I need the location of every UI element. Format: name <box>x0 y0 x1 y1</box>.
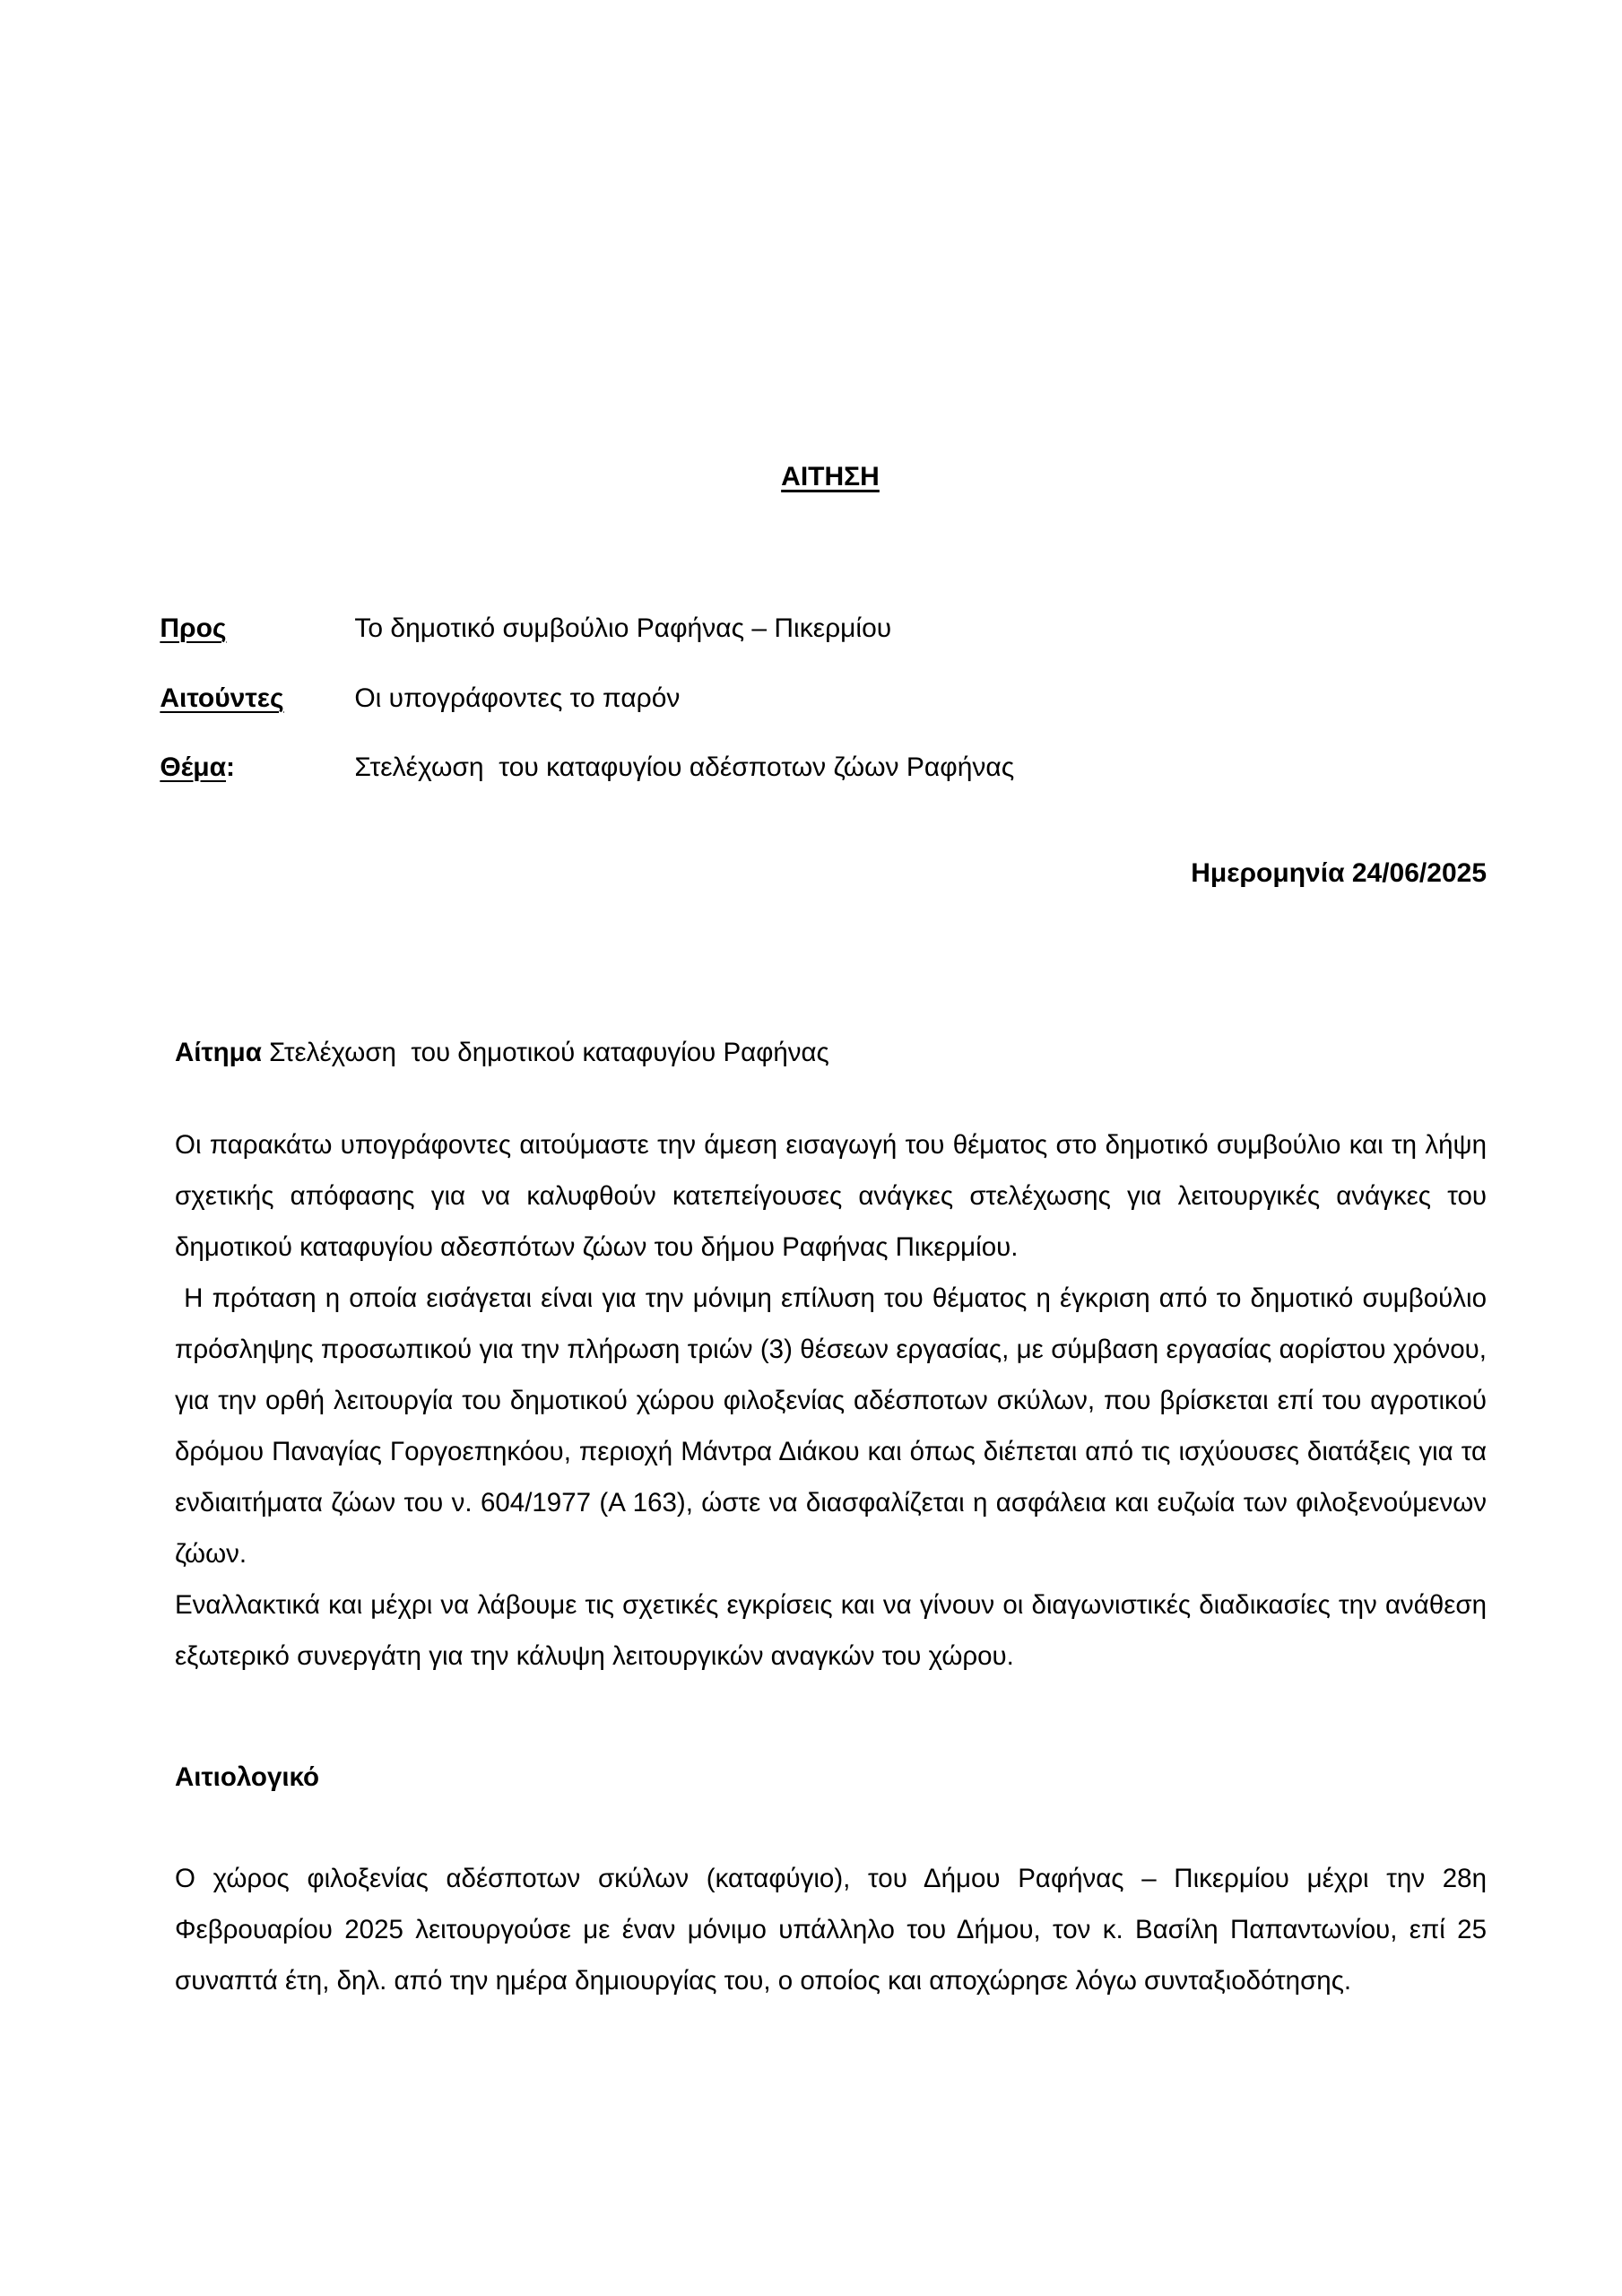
header-label-applicants-text: Αιτούντες <box>160 683 284 713</box>
paragraph-alternative: Εναλλακτικά και μέχρι να λάβουμε τις σχετικές εγκρίσεις και να γίνουν οι διαγωνιστικές διαδικασίες την ανάθεση εξωτερικό συνεργάτη για την κάλυψη λειτουργικών αναγκών του χώρου. <box>175 1590 1487 1671</box>
header-label-subject <box>160 752 354 784</box>
header-label-subject-text: Θέμα <box>160 752 227 782</box>
main-body <box>175 1119 1495 1682</box>
request-line <box>175 1027 1487 1078</box>
document-date: Ημερομηνία 24/06/2025 <box>1191 858 1487 888</box>
request-label: Αίτημα <box>175 1038 262 1067</box>
document-title: ΑΙΤΗΣΗ <box>781 462 880 491</box>
header-row-subject <box>130 719 1014 816</box>
header-value-subject: Στελέχωση του καταφυγίου αδέσποτων ζώων Ραφήνας <box>354 752 1015 782</box>
header-label-applicants <box>160 683 354 715</box>
justification-body <box>175 1853 1487 2006</box>
paragraph-justification: Ο χώρος φιλοξενίας αδέσποτων σκύλων (καταφύγιο), του Δήμου Ραφήνας – Πικερμίου μέχρι την 28η Φεβρουαρίου 2025 λειτουργούσε με έναν μόνιμο υπάλληλο του Δήμου, τον κ. Βασίλη Παπαντωνίου, επί 25 συναπτά έτη, δηλ. από την ημέρα δημιουργίας του, ο οποίος και αποχώρησε λόγω συνταξιοδότησης. <box>175 1864 1487 1996</box>
paragraph-request-intro: Οι παρακάτω υπογράφοντες αιτούμαστε την άμεση εισαγωγή του θέματος στο δημοτικό συμβούλιο και τη λήψη σχετικής απόφασης για να καλυφθούν κατεπείγουσες ανάγκες στελέχωσης για λειτουργικές ανάγκες του δημοτικού καταφυγίου αδεσπότων ζώων του δήμου Ραφήνας Πικερμίου. <box>175 1130 1487 1262</box>
header-value-applicants: Οι υπογράφοντες το παρόν <box>354 683 681 713</box>
justification-heading: Αιτιολογικό <box>175 1762 320 1792</box>
header-label-to-text: Προς <box>160 613 227 643</box>
paragraph-proposal: Η πρόταση η οποία εισάγεται είναι για την μόνιμη επίλυση του θέματος η έγκριση από το δημοτικό συμβούλιο πρόσληψης προσωπικού για την πλήρωση τριών (3) θέσεων εργασίας, με σύμβαση εργασίας αορίστου χρόνου, για την ορθή λειτουργία του δημοτικού χώρου φιλοξενίας αδέσποτων σκύλων, που βρίσκεται επί του αγροτικού δρόμου Παναγίας Γοργοεπηκόου, περιοχή Μάντρα Διάκου και όπως διέπεται από τις ισχύουσες διατάξεις για τα ενδιαιτήματα ζώων του ν. 604/1977 (Α 163), ώστε να διασφαλίζεται η ασφάλεια και ευζωία των φιλοξενούμενων ζώων. <box>175 1283 1495 1569</box>
header-label-to <box>160 613 354 645</box>
request-text: Στελέχωση του δημοτικού καταφυγίου Ραφήνας <box>261 1038 829 1067</box>
header-label-subject-suffix: : <box>226 752 236 782</box>
header-value-to: Το δημοτικό συμβούλιο Ραφήνας – Πικερμίου <box>354 613 892 643</box>
